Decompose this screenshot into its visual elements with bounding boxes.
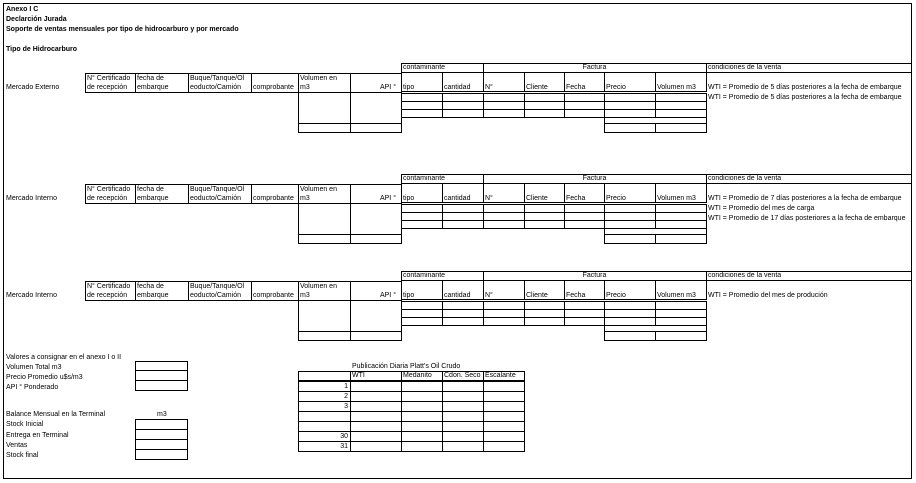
column-header-volumen-line2: m3 [300, 195, 310, 202]
platts-title: Publicación Diaria Platt's Oil Crudo [352, 363, 461, 370]
platts-day-number: 1 [344, 383, 348, 390]
volume-m3-total-cell[interactable] [655, 331, 707, 341]
entry-cell[interactable] [483, 109, 525, 118]
column-header-comprobante: comprobante [253, 195, 294, 202]
column-header-fecha-line1: fecha de [137, 186, 164, 193]
platts-day-number: 3 [344, 403, 348, 410]
volume-total-cell[interactable] [298, 234, 351, 244]
column-header-fecha-line1: fecha de [137, 283, 164, 290]
factura-header: Factura [582, 272, 607, 279]
column-header-api: API ° [379, 84, 396, 91]
column-header-buque-line1: Buque/Tanque/Ol [190, 75, 245, 82]
price-total-cell[interactable] [604, 331, 656, 341]
column-rule [401, 93, 402, 123]
column-header-cert-line2: de recepción [87, 195, 128, 202]
sale-condition: WTI = Promedio del mes de produción [708, 292, 828, 299]
column-header-numero: N° [485, 292, 493, 299]
conditions-header: condiciones de la venta [708, 272, 782, 279]
group-divider [401, 63, 402, 72]
column-header-precio: Precio [606, 195, 626, 202]
contaminante-header: contaminante [403, 64, 446, 71]
column-header-volumen-line2: m3 [300, 84, 310, 91]
column-rule [401, 301, 402, 331]
annex-title: Anexo I C [6, 6, 39, 13]
column-rule [298, 204, 299, 234]
market-label: Mercado Interno [6, 292, 57, 299]
entry-cell[interactable] [401, 317, 443, 326]
sale-condition: WTI = Promedio de 17 días posteriores a la fecha de embarque [708, 215, 906, 222]
entry-cell[interactable] [604, 317, 656, 326]
column-header-tipo: tipo [403, 195, 415, 202]
platts-day-number: 31 [340, 443, 348, 450]
entry-cell[interactable] [564, 220, 605, 229]
platts-price-cell[interactable] [483, 441, 525, 452]
column-header-cert-line1: N° Certificado [87, 186, 131, 193]
column-header-fecha-line2: embarque [137, 195, 169, 202]
api-total-cell[interactable] [350, 331, 402, 341]
values-label-api: API ° Ponderado [6, 384, 59, 391]
platts-day-number: 30 [340, 433, 348, 440]
column-header-cert-line2: de recepción [87, 84, 128, 91]
platts-day-number: 2 [344, 393, 348, 400]
market-label: Mercado Externo [6, 84, 60, 91]
column-header-buque-line2: eoducto/Camión [190, 292, 241, 299]
column-header-volumen_m3: Volumen m3 [657, 84, 696, 91]
balance-heading: Balance Mensual en la Terminal [6, 411, 106, 418]
api-total-cell[interactable] [350, 123, 402, 133]
entry-cell[interactable] [442, 220, 484, 229]
column-header-tipo: tipo [403, 84, 415, 91]
balance-cell-final[interactable] [135, 449, 188, 460]
column-header-volumen-line1: Volumen en [300, 75, 337, 82]
sale-condition: WTI = Promedio del mes de carga [708, 205, 815, 212]
entry-cell[interactable] [442, 109, 484, 118]
entry-cell[interactable] [564, 317, 605, 326]
conditions-header: condiciones de la venta [708, 64, 782, 71]
platts-price-cell[interactable] [401, 441, 443, 452]
column-rule [604, 117, 605, 123]
group-divider [706, 271, 707, 280]
factura-header: Factura [582, 175, 607, 182]
balance-label-delivery: Entrega en Terminal [6, 432, 69, 439]
entry-cell[interactable] [524, 317, 565, 326]
column-header-cantidad: cantidad [444, 84, 471, 91]
group-divider [401, 271, 402, 280]
entry-cell[interactable] [483, 220, 525, 229]
platts-price-cell[interactable] [442, 441, 484, 452]
entry-cell[interactable] [604, 220, 656, 229]
platts-column-wti: WTI [352, 372, 365, 379]
price-total-cell[interactable] [604, 123, 656, 133]
balance-label-sales: Ventas [6, 442, 28, 449]
balance-unit: m3 [157, 411, 167, 418]
hydrocarbon-type-label: Tipo de Hidrocarburo [6, 46, 78, 53]
column-header-comprobante: comprobante [253, 292, 294, 299]
column-header-buque-line2: eoducto/Camión [190, 195, 241, 202]
column-header-buque-line1: Buque/Tanque/Ol [190, 283, 245, 290]
values-heading: Valores a consignar en el anexo I o II [6, 354, 122, 361]
column-header-api: API ° [379, 292, 396, 299]
factura-header: Factura [582, 64, 607, 71]
api-total-cell[interactable] [350, 234, 402, 244]
volume-total-cell[interactable] [298, 123, 351, 133]
column-header-precio: Precio [606, 292, 626, 299]
group-divider [401, 174, 402, 183]
entry-cell[interactable] [655, 109, 707, 118]
entry-cell[interactable] [524, 220, 565, 229]
sale-condition: WTI = Promedio de 5 días posteriores a la fecha de embarque [708, 94, 902, 101]
column-rule [706, 228, 707, 234]
column-header-api: API ° [379, 195, 396, 202]
values-cell-api[interactable] [135, 380, 188, 391]
group-divider [706, 174, 707, 183]
conditions-header: condiciones de la venta [708, 175, 782, 182]
column-header-buque-line1: Buque/Tanque/Ol [190, 186, 245, 193]
column-header-comprobante: comprobante [253, 84, 294, 91]
column-header-cantidad: cantidad [444, 195, 471, 202]
column-header-cliente: Cliente [526, 84, 548, 91]
column-header-invoice-date: Fecha [566, 195, 586, 202]
column-rule [706, 117, 707, 123]
column-rule [298, 93, 299, 123]
balance-label-initial: Stock Inicial [6, 421, 44, 428]
price-total-cell[interactable] [604, 234, 656, 244]
column-header-tipo: tipo [403, 292, 415, 299]
platts-column-cdonseco: Cdon. Seco [444, 372, 481, 379]
sale-condition: WTI = Promedio de 5 días posteriores a la fecha de embarque [708, 84, 902, 91]
column-header-volumen-line2: m3 [300, 292, 310, 299]
volume-total-cell[interactable] [298, 331, 351, 341]
market-label: Mercado Interno [6, 195, 57, 202]
column-header-volumen-line1: Volumen en [300, 186, 337, 193]
column-header-cliente: Cliente [526, 195, 548, 202]
column-header-volumen_m3: Volumen m3 [657, 292, 696, 299]
column-header-fecha-line2: embarque [137, 84, 169, 91]
column-header-invoice-date: Fecha [566, 292, 586, 299]
entry-cell[interactable] [604, 109, 656, 118]
column-rule [706, 325, 707, 331]
values-label-price: Precio Promedio u$s/m3 [6, 374, 83, 381]
column-rule [604, 325, 605, 331]
column-header-precio: Precio [606, 84, 626, 91]
entry-cell[interactable] [564, 109, 605, 118]
page-subtitle: Soporte de ventas mensuales por tipo de hidrocarburo y por mercado [6, 26, 239, 33]
contaminante-header: contaminante [403, 175, 446, 182]
column-header-invoice-date: Fecha [566, 84, 586, 91]
balance-label-final: Stock final [6, 452, 39, 459]
platts-column-escalante: Escalante [485, 372, 516, 379]
column-header-numero: N° [485, 195, 493, 202]
column-header-buque-line2: eoducto/Camión [190, 84, 241, 91]
column-header-cert-line2: de recepción [87, 292, 128, 299]
entry-cell[interactable] [401, 109, 443, 118]
volume-m3-total-cell[interactable] [655, 123, 707, 133]
entry-cell[interactable] [401, 220, 443, 229]
sale-condition: WTI = Promedio de 7 días posteriores a la fecha de embarque [708, 195, 902, 202]
column-rule [401, 204, 402, 234]
column-rule [298, 301, 299, 331]
entry-cell[interactable] [442, 317, 484, 326]
column-header-numero: N° [485, 84, 493, 91]
platts-column-medanito: Medanito [403, 372, 432, 379]
column-header-cert-line1: N° Certificado [87, 75, 131, 82]
column-header-fecha-line2: embarque [137, 292, 169, 299]
volume-m3-total-cell[interactable] [655, 234, 707, 244]
column-rule [350, 93, 351, 123]
column-header-cantidad: cantidad [444, 292, 471, 299]
column-rule [604, 228, 605, 234]
group-divider [706, 63, 707, 72]
column-header-volumen-line1: Volumen en [300, 283, 337, 290]
entry-cell[interactable] [483, 317, 525, 326]
column-rule [350, 204, 351, 234]
platts-price-cell[interactable] [350, 441, 402, 452]
platts-day-header-cell [298, 371, 351, 381]
entry-cell[interactable] [655, 317, 707, 326]
entry-cell[interactable] [655, 220, 707, 229]
values-label-volume: Volumen Total m3 [6, 364, 62, 371]
contaminante-header: contaminante [403, 272, 446, 279]
declaration-title: Declarción Jurada [6, 16, 67, 23]
column-rule [350, 301, 351, 331]
column-header-cliente: Cliente [526, 292, 548, 299]
column-header-fecha-line1: fecha de [137, 75, 164, 82]
column-header-cert-line1: N° Certificado [87, 283, 131, 290]
column-header-volumen_m3: Volumen m3 [657, 195, 696, 202]
entry-cell[interactable] [524, 109, 565, 118]
